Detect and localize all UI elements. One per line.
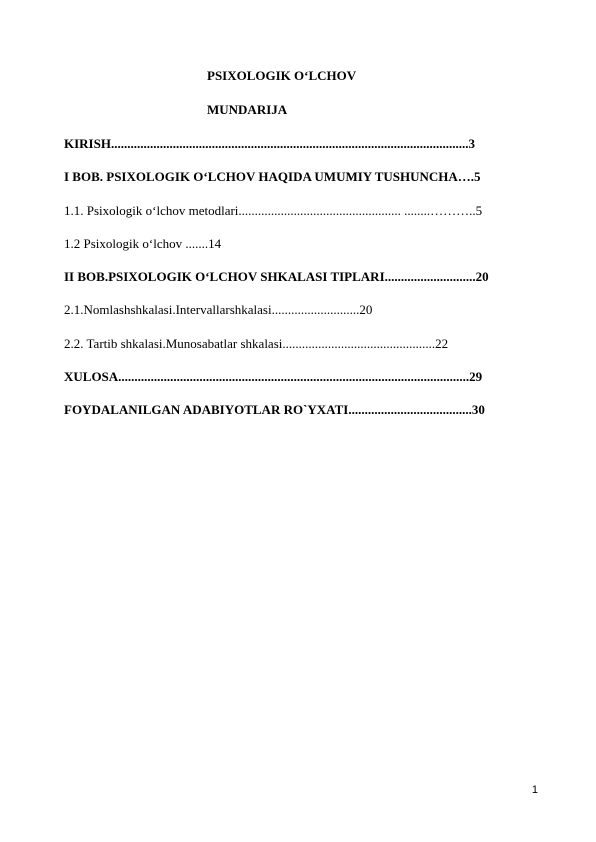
page-number: 1: [531, 784, 538, 796]
toc-entry-section-2-2: 2.2. Tartib shkalasi.Munosabatlar shkalasi...............................................22: [64, 335, 449, 351]
toc-entry-kirish: KIRISH..............................................................................................................3: [64, 136, 475, 151]
table-of-contents: [64, 136, 534, 436]
toc-entry-references: FOYDALANILGAN ADABIYOTLAR RO`YXATI......................................30: [64, 402, 485, 418]
toc-entry-section-1-1: 1.1. Psixologik o‘lchov metodlari.................................................. ........………..5: [64, 202, 483, 218]
document-title: PSIXOLOGIK O‘LCHOV: [207, 68, 357, 83]
contents-heading: MUNDARIJA: [207, 102, 288, 117]
toc-entry-chapter-1: I BOB. PSIXOLOGIK O‘LCHOV HAQIDA UMUMIY TUSHUNCHA….5: [64, 169, 481, 185]
toc-entry-section-2-1: 2.1.Nomlashshkalasi.Intervallarshkalasi...........................20: [64, 302, 373, 318]
toc-entry-chapter-2: II BOB.PSIXOLOGIK O‘LCHOV SHKALASI TIPLARI............................20: [64, 269, 489, 285]
toc-entry-section-1-2: 1.2 Psixologik o‘lchov .......14: [64, 235, 222, 251]
title-block: [207, 68, 356, 118]
toc-entry-xulosa: XULOSA............................................................................................................29: [64, 369, 483, 385]
